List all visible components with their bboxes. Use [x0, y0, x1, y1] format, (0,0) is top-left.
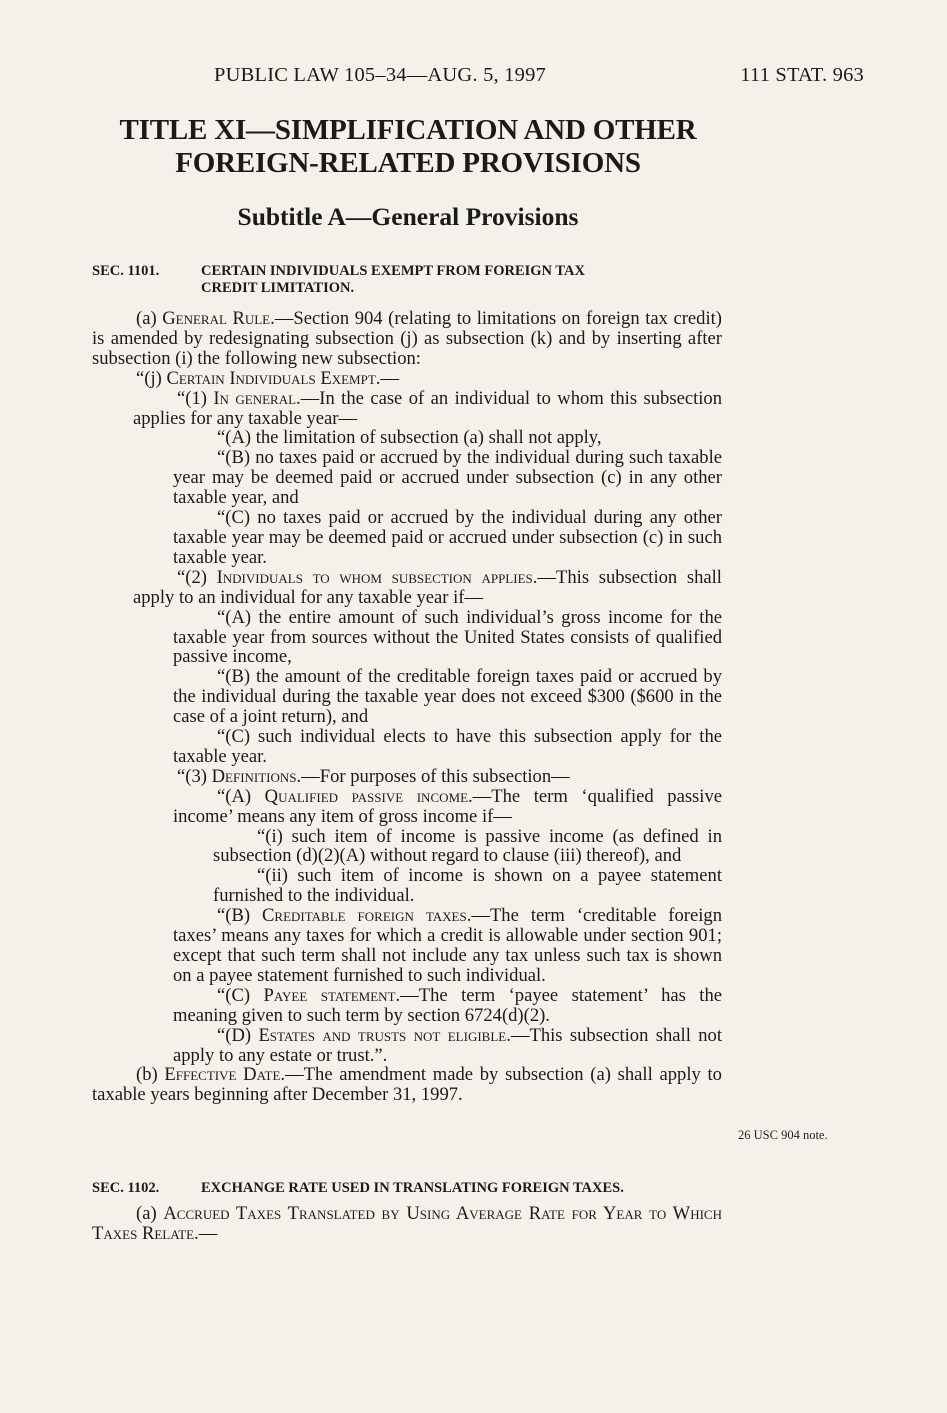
title-line: TITLE XI—SIMPLIFICATION AND OTHER: [119, 114, 697, 146]
paragraph: “(A) Qualified passive income.—The term ‘qualified passive income’ means any item of gross income if—: [173, 785, 723, 827]
title-heading: [96, 114, 720, 180]
section-number: SEC. 1101.: [92, 263, 160, 279]
paragraph-effective-date: (b) Effective Date.—The amendment made by subsection (a) shall apply to taxable years beginning after December 31, 1997.: [92, 1064, 722, 1106]
paragraph: “(D) Estates and trusts not eligible.—This subsection shall not apply to any estate or trust.”.: [173, 1024, 722, 1066]
paragraph: (a) Accrued Taxes Translated by Using Average Rate for Year to Which Taxes Relate.—: [92, 1203, 722, 1244]
paragraph: “(3) Definitions.—For purposes of this subsection—: [177, 765, 570, 787]
margin-note: 26 USC 904 note.: [738, 1128, 828, 1142]
paragraph: “(j) Certain Individuals Exempt.—: [136, 367, 400, 389]
section-1101-heading: [92, 263, 722, 297]
page-number: 111 STAT. 963: [740, 64, 864, 86]
section-title-line1: EXCHANGE RATE USED IN TRANSLATING FOREIGN TAXES.: [201, 1180, 624, 1196]
paragraph: “(i) such item of income is passive income (as defined in subsection (d)(2)(A) without regard to clause (iii) thereof), and: [213, 825, 722, 867]
paragraph: “(A) the limitation of subsection (a) shall not apply,: [217, 427, 602, 449]
title-line: FOREIGN-RELATED PROVISIONS: [175, 147, 641, 179]
paragraph: “(B) no taxes paid or accrued by the individual during such taxable year may be deemed paid or accrued under subsection (c) in any other taxable year, and: [173, 447, 722, 509]
section-1101-body: [92, 309, 722, 1105]
section-title-line1: CERTAIN INDIVIDUALS EXEMPT FROM FOREIGN TAX: [201, 263, 585, 279]
paragraph: “(2) Individuals to whom subsection applies.—This subsection shall apply to an individual for any taxable year if—: [133, 566, 722, 608]
subtitle-heading: Subtitle A—General Provisions: [237, 202, 579, 231]
section-number: SEC. 1102.: [92, 1180, 160, 1196]
section-title-line2: CREDIT LIMITATION.: [201, 280, 355, 296]
paragraph: “(A) the entire amount of such individual’s gross income for the taxable year from sources without the United States consists of qualified passive income,: [173, 606, 722, 668]
section-1102-body: [92, 1204, 722, 1244]
paragraph: “(ii) such item of income is shown on a payee statement furnished to the individual.: [213, 865, 722, 907]
paragraph: “(B) Creditable foreign taxes.—The term ‘creditable foreign taxes’ means any taxes for which a credit is allowable under section 901; except that such term shall not include any tax unless such tax is shown on a payee statement furnished to such individual.: [173, 905, 722, 986]
running-head-left: PUBLIC LAW 105–34—AUG. 5, 1997: [214, 64, 546, 86]
paragraph: “(C) no taxes paid or accrued by the individual during any other taxable year may be deemed paid or accrued under subsection (c) in such taxable year.: [173, 507, 722, 568]
running-head: [214, 64, 864, 92]
paragraph: “(1) In general.—In the case of an individual to whom this subsection applies for any taxable year—: [133, 387, 722, 429]
paragraph: “(B) the amount of the creditable foreign taxes paid or accrued by the individual during the taxable year does not exceed $300 ($600 in the case of a joint return), and: [173, 666, 722, 728]
paragraph: “(C) Payee statement.—The term ‘payee statement’ has the meaning given to such term by section 6724(d)(2).: [173, 984, 723, 1026]
section-1102-heading: [92, 1180, 722, 1197]
paragraph: “(C) such individual elects to have this subsection apply for the taxable year.: [173, 726, 722, 767]
paragraph: (a) General Rule.—Section 904 (relating to limitations on foreign tax credit) is amended by redesignating subsection (j) as subsection (k) and by inserting after subsection (i) the following new subsection:: [92, 308, 722, 369]
